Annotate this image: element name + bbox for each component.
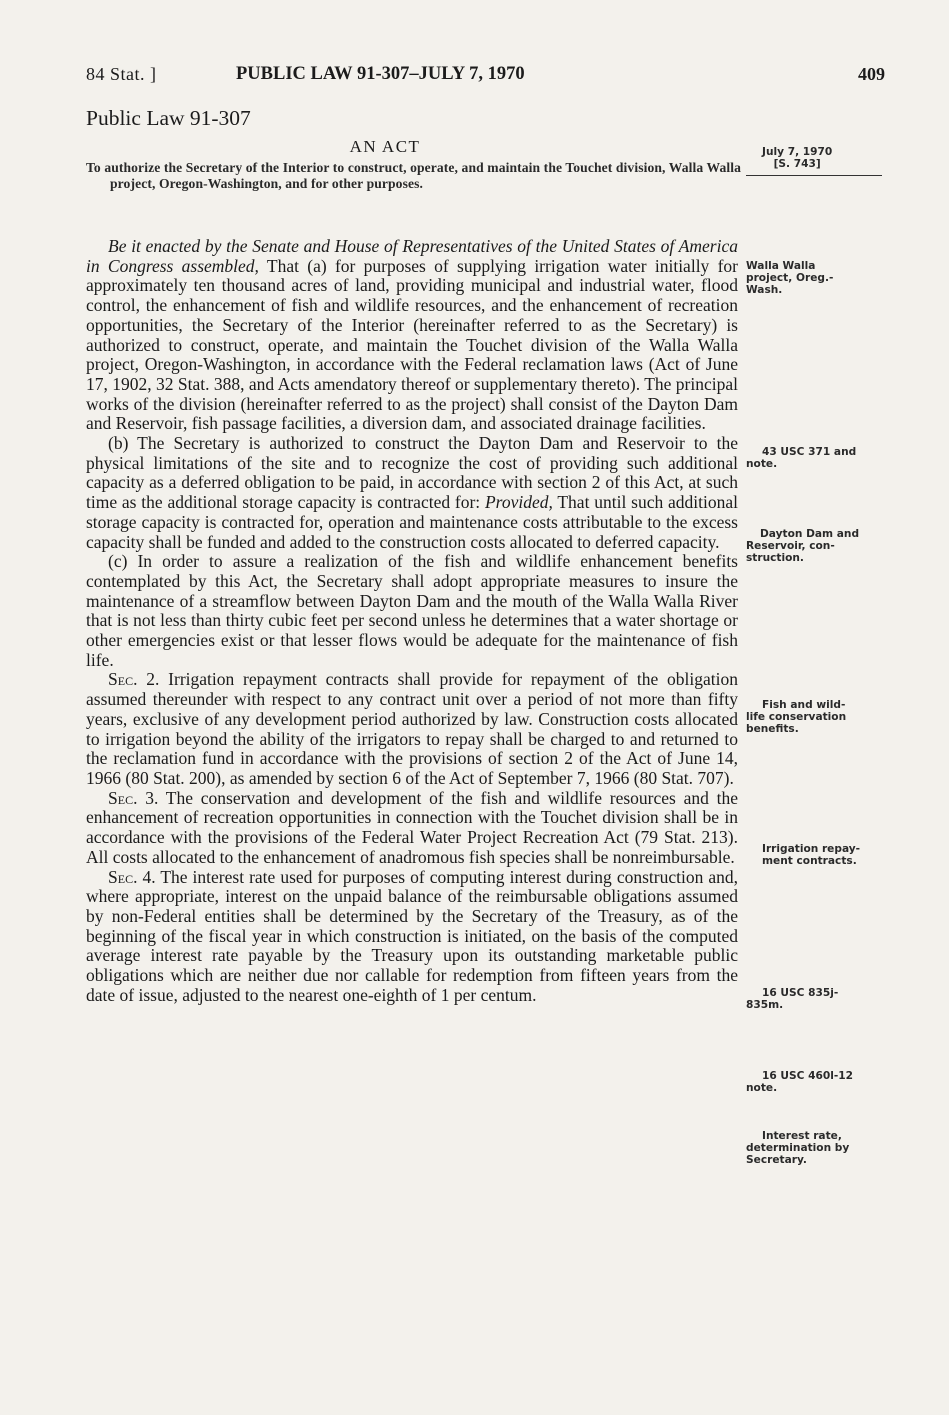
bill-number: [S. 743]	[773, 158, 821, 170]
margin-note-line: note.	[746, 458, 778, 470]
margin-note-line: determination by	[746, 1142, 850, 1154]
margin-note-dayton-dam	[746, 528, 859, 564]
running-head-volume: 84 Stat. ]	[86, 64, 157, 84]
margin-note-line: 43 USC 371 and	[762, 446, 857, 458]
enacting-clause: Be it enacted by the Senate and House of Representatives of the United States of America in Congress assembled,	[86, 236, 738, 276]
section-2	[86, 670, 738, 788]
section-3	[86, 789, 738, 868]
margin-note-interest-rate	[746, 1130, 849, 1166]
margin-note-irrigation	[746, 843, 860, 867]
margin-note-line: struction.	[746, 552, 804, 564]
margin-note-line: project, Oreg.-	[746, 272, 834, 284]
proviso: Provided,	[484, 492, 553, 513]
margin-note-line: Reservoir, con-	[746, 540, 835, 552]
margin-note-line: Interest rate,	[762, 1130, 842, 1142]
section-3-text: 3. The conservation and development of the fish and wildlife resources and the enhancement of recreation opportunities in connection with the Touchet division shall be in accordance with the provisions of the Federal Water Project Recreation Act (79 Stat. 213). All costs allocated to the enhancement of anadromous fish species shall be nonreimbursable.	[86, 787, 739, 867]
margin-note-line: benefits.	[746, 723, 799, 735]
section-1a-text: That (a) for purposes of supplying irrigation water initially for approximately ten thousand acres of land, providing municipal and industrial water, flood control, the enhancement of fish and wildlife resources, and the enhancement of recreation opportunities, the Secretary of the Interior (hereinafter referred to as the Secretary) is authorized to construct, operate, and maintain the Touchet division of the Walla Walla project, Oregon-Washington, in accordance with the Federal reclamation laws (Act of June 17, 1902, 32 Stat. 388, and Acts amendatory thereof or supplementary thereto). The principal works of the division (hereinafter referred to as the project) shall consist of the Dayton Dam and Reservoir, fish passage facilities, a diversion dam, and associated drainage facilities.	[86, 255, 738, 434]
section-1a	[86, 237, 738, 434]
section-1c-text: (c) In order to assure a realization of the fish and wildlife enhancement benefits contemplated by this Act, the Secretary shall adopt appropriate measures to insure the maintenance of a streamflow between Dayton Dam and the mouth of the Walla Walla River that is not less than thirty cubic feet per second unless he determines that a water shortage or other emergencies exist or that lesser flows would be adequate for the maintenance of fish life.	[86, 551, 738, 670]
margin-note-line: Dayton Dam and	[760, 528, 860, 540]
margin-note-fish-wildlife	[746, 699, 846, 735]
margin-note-usc-460l	[746, 1070, 853, 1094]
enactment-date: July 7, 1970	[762, 146, 833, 158]
section-4	[86, 868, 738, 1006]
running-head-title: PUBLIC LAW 91-307–JULY 7, 1970	[236, 64, 525, 84]
margin-note-line: 835m.	[746, 999, 784, 1011]
section-1b-text: (b) The Secretary is authorized to construct the Dayton Dam and Reservoir to the physical limitations of the site and to recognize the cost of providing such additional capacity as a deferred obligation to be paid, in accordance with section 2 of this Act, at such time as the additional storage capacity is contracted for:	[86, 433, 738, 513]
section-1b-proviso-text: That until such additional storage capacity is contracted for, operation and maintenance costs attributable to the excess capacity shall be funded and added to the construction costs allocated to deferred capacity.	[86, 492, 739, 552]
act-heading: AN ACT	[349, 137, 421, 156]
sec-label: Sec.	[108, 866, 138, 887]
margin-note-line: Wash.	[746, 284, 783, 296]
public-law-title: Public Law 91-307	[86, 106, 251, 130]
margin-note-line: Secretary.	[746, 1154, 807, 1166]
margin-note-usc-835j	[746, 987, 838, 1011]
margin-note-line: note.	[746, 1082, 778, 1094]
sec-label: Sec.	[108, 669, 138, 690]
act-body	[86, 237, 738, 1005]
margin-note-date	[762, 146, 832, 170]
margin-note-line: 16 USC 460l-12	[762, 1070, 854, 1082]
margin-rule	[746, 175, 882, 176]
margin-note-line: Walla Walla	[746, 260, 816, 272]
act-purpose: To authorize the Secretary of the Interior to construct, operate, and maintain the Touchet division, Walla Walla project, Oregon-Washington, and for other purposes.	[86, 160, 742, 191]
margin-note-usc-371	[746, 446, 856, 470]
sec-label: Sec.	[108, 787, 138, 808]
page-number: 409	[858, 64, 885, 84]
margin-note-line: ment contracts.	[762, 855, 857, 867]
section-1b	[86, 434, 738, 552]
margin-note-line: life conservation	[746, 711, 847, 723]
margin-note-line: Irrigation repay-	[762, 843, 861, 855]
margin-note-line: 16 USC 835j-	[762, 987, 839, 999]
section-1c	[86, 552, 738, 670]
section-4-text: 4. The interest rate used for purposes of computing interest during construction and, where appropriate, interest on the unpaid balance of the reimbursable obligations assumed by non-Federal entities shall be determined by the Secretary of the Treasury, as of the beginning of the fiscal year in which construction is initiated, on the basis of the computed average interest rate payable by the Treasury upon its outstanding marketable public obligations which are neither due nor callable for redemption from fifteen years from the date of issue, adjusted to the nearest one-eighth of 1 per centum.	[86, 866, 739, 1005]
section-2-text: 2. Irrigation repayment contracts shall provide for repayment of the obligation assumed thereunder with respect to any contract unit over a period of not more than fifty years, exclusive of any development period authorized by law. Construction costs allocated to irrigation beyond the ability of the irrigators to repay shall be charged to and returned to the reclamation fund in accordance with the provisions of section 2 of the Act of June 14, 1966 (80 Stat. 200), as amended by section 6 of the Act of September 7, 1966 (80 Stat. 707).	[86, 669, 739, 788]
margin-note-walla-walla	[746, 260, 833, 296]
margin-note-line: Fish and wild-	[762, 699, 846, 711]
